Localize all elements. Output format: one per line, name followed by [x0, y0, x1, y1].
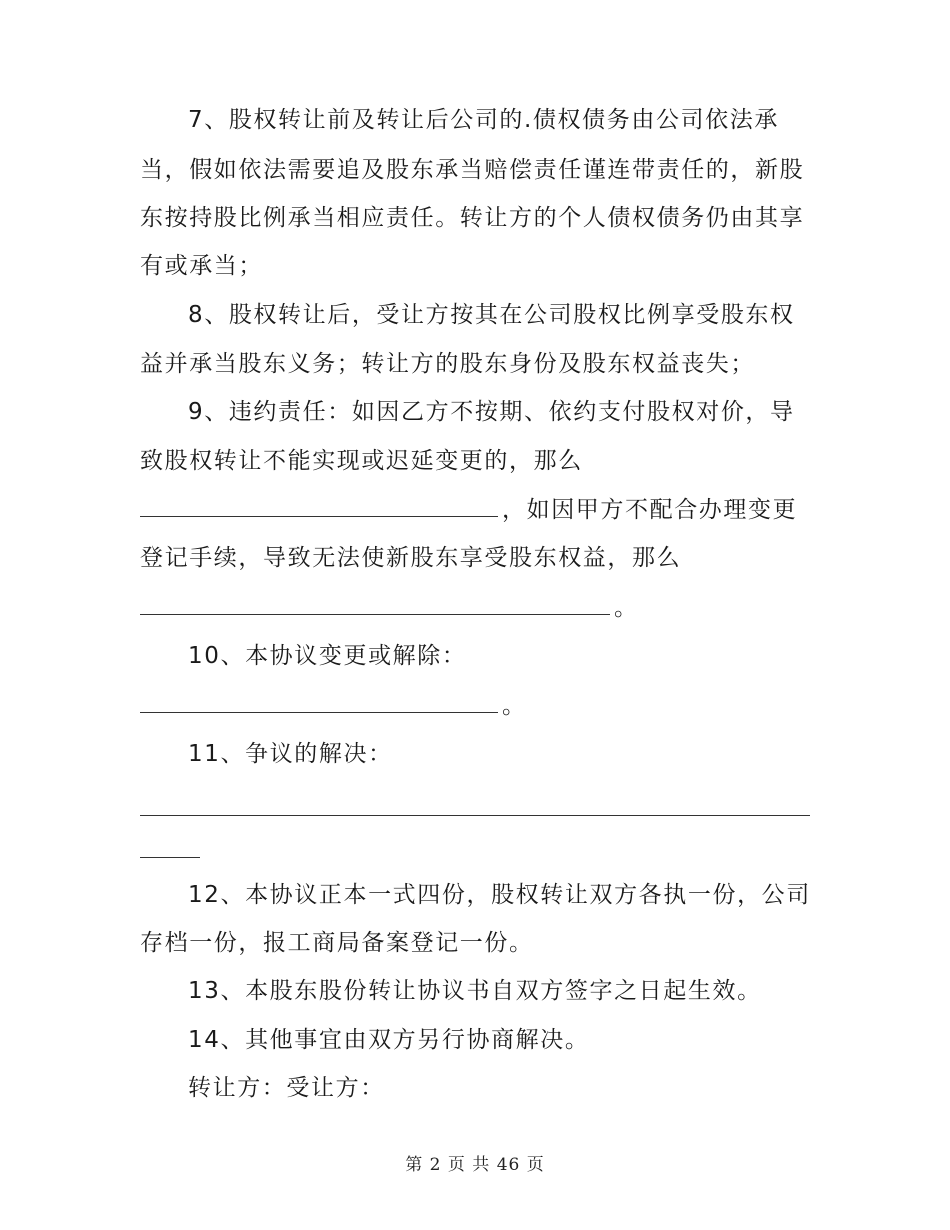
clause-9-line-4: 登记手续，导致无法使新股东享受股东权益，那么 — [140, 545, 682, 571]
clause-10-line-1: 10、本协议变更或解除： — [188, 643, 467, 669]
fill-in-blank — [140, 592, 610, 615]
clause-13-line-1: 13、本股东股份转让协议书自双方签字之日起生效。 — [188, 978, 762, 1004]
clause-9-line-3 — [140, 494, 797, 525]
clause-8-line-1: 8、股权转让后，受让方按其在公司股权比例享受股东权 — [188, 302, 795, 328]
clause-7-line-4: 有或承当； — [140, 253, 263, 279]
clause-11-line-1: 11、争议的解决： — [188, 741, 393, 767]
clause-7-line-3: 东按持股比例承当相应责任。转让方的个人债权债务仍由其享 — [140, 205, 805, 231]
clause-9-line-1: 9、违约责任：如因乙方不按期、依约支付股权对价，导 — [188, 399, 795, 425]
clause-11-blank-line-2 — [140, 835, 204, 866]
clause-10-line-2 — [140, 690, 527, 721]
page-number-footer: 第 2 页 共 46 页 — [405, 1155, 545, 1175]
fill-in-blank — [140, 690, 498, 713]
fill-in-blank — [140, 494, 498, 517]
clause-14-line-1: 14、其他事宜由双方另行协商解决。 — [188, 1027, 590, 1053]
clause-7-line-1: 7、股权转让前及转让后公司的.债权债务由公司依法承 — [188, 107, 779, 133]
clause-8-line-2: 益并承当股东义务；转让方的股东身份及股东权益丧失； — [140, 351, 755, 377]
fill-in-blank — [140, 793, 810, 816]
clause-7-line-2: 当，假如依法需要追及股东承当赔偿责任谨连带责任的，新股 — [140, 157, 805, 183]
clause-12-line-2: 存档一份，报工商局备案登记一份。 — [140, 930, 534, 956]
clause-9-line-5-text: 。 — [614, 595, 639, 621]
clause-9-line-5 — [140, 592, 639, 623]
fill-in-blank — [140, 835, 200, 858]
clause-9-line-3-text: ，如因甲方不配合办理变更 — [502, 497, 798, 523]
clause-12-line-1: 12、本协议正本一式四份，股权转让双方各执一份，公司 — [188, 882, 811, 908]
clause-10-line-2-text: 。 — [502, 693, 527, 719]
signature-parties-line: 转让方：受让方： — [188, 1075, 385, 1101]
clause-9-line-2: 致股权转让不能实现或迟延变更的，那么 — [140, 448, 583, 474]
clause-11-blank-line-1 — [140, 793, 814, 824]
